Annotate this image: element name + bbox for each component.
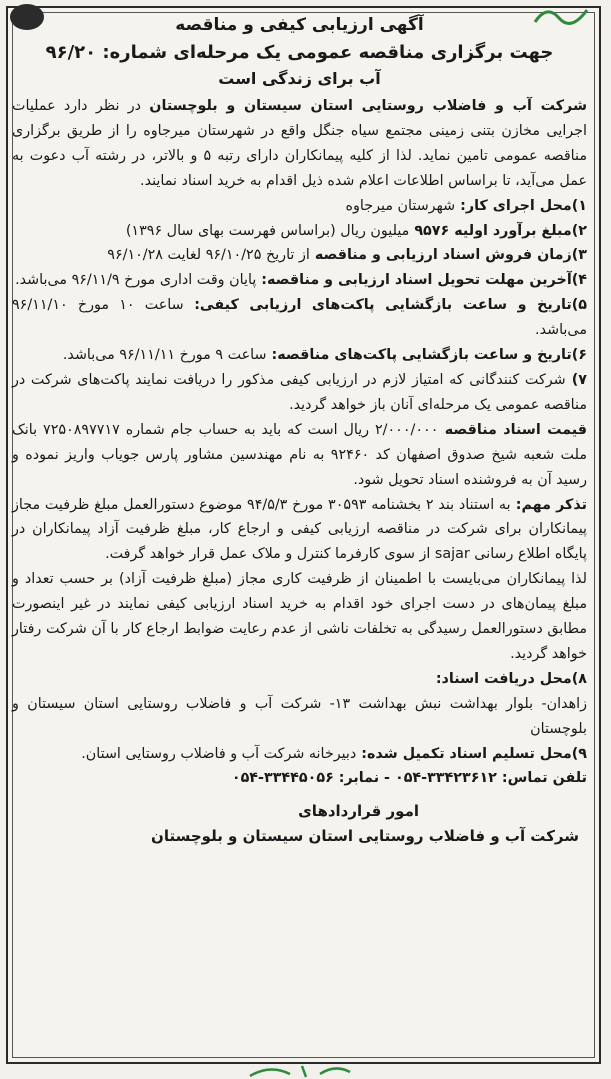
item-label: ۷) [565, 371, 588, 388]
notice-header [12, 12, 587, 92]
important-note [12, 493, 587, 568]
item-text: شرکت کنندگانی که امتیاز لازم در ارزیابی کیفی مذکور را دریافت نمایند پاکت‌های شرکت در مناقصه عمومی یک مرحله‌ای آنان باز خواهد گردید. [12, 371, 587, 413]
item-text: شهرستان میرجاوه [345, 197, 456, 214]
price-text: ۲/۰۰۰/۰۰۰ ریال است که باید به حساب جام شماره ۷۲۵۰۸۹۷۷۱۷ بانک ملت شعبه شیخ صدوق اصفهان کد ۹۲۴۶۰ به نام مهندسین مشاور پارس جویاب واریز نموده و رسید آن به فروشنده اسناد تحویل شود. [12, 421, 587, 488]
item-text: دبیرخانه شرکت آب و فاضلاب روستایی استان. [81, 745, 357, 762]
capacity-paragraph: لذا پیمانکاران می‌بایست با اطمینان از ظرفیت کاری مجاز (مبلغ ظرفیت آزاد) بر حسب تعداد و مبلغ پیمان‌های در دست اجرای خود اقدام به خرید اسناد ارزیابی کیفی نمایند در غیر اینصورت مطابق دستورالعمل رسیدگی به تخلفات ناشی از عدم رعایت ضوابط ارجاع کار با آن شرکت رفتار خواهد گردید. [12, 571, 587, 662]
item-text: از تاریخ ۹۶/۱۰/۲۵ لغایت ۹۶/۱۰/۲۸ [107, 247, 310, 264]
intro-text: در نظر دارد عملیات اجرایی مخازن بتنی زمینی مجتمع سیاه جنگل واقع در شهرستان میرجاوه را از طریق برگزاری مناقصه عمومی تامین نماید. لذا از کلیه پیمانکاران دارای رتبه ۵ و بالاتر، در رشته آب دعوت به عمل می‌آید، تا براساس اطلاعات اعلام شده ذیل اقدام به خرید اسناد نمایند. [12, 98, 587, 189]
note-text: به استناد بند ۲ بخشنامه ۳۰۵۹۳ مورخ ۹۴/۵/۳ موضوع دستورالعمل مبلغ ظرفیت مجاز پیمانکاران برای شرکت در مناقصه ارزیابی کیفی و ارجاع کار، مبلغ ظرفیت آزاد پیمانکاران در پایگاه اطلاع رسانی sajar از سوی کارفرما کنترل و ملاک عمل قرار خواهد گرفت. [12, 496, 587, 563]
document-price [12, 418, 587, 493]
tender-number-line: جهت برگزاری مناقصه عمومی یک مرحله‌ای شماره: ۹۶/۲۰ [45, 42, 554, 63]
item-8-address: زاهدان- بلوار بهداشت نبش بهداشت ۱۳- شرکت آب و فاضلاب روستایی استان سیستان و بلوچستان [12, 695, 587, 737]
item-3 [12, 243, 587, 268]
signature-line-2: شرکت آب و فاضلاب روستایی استان سیستان و بلوچستان [151, 827, 579, 846]
note-label: تذکر مهم: [510, 496, 587, 513]
item-text: ساعت ۹ مورخ ۹۶/۱۱/۱۱ می‌باشد. [62, 347, 267, 364]
price-label: قیمت اسناد مناقصه [438, 421, 588, 438]
item-label: ۶)تاریخ و ساعت بازگشایی پاکت‌های مناقصه: [266, 347, 587, 364]
item-text: پایان وقت اداری مورخ ۹۶/۱۱/۹ می‌باشد. [15, 272, 257, 289]
phone-text: تلفن تماس: ۳۳۴۲۳۶۱۲-۰۵۴ - نمابر: ۳۳۴۴۵۰۵۶-۰۵۴ [231, 770, 587, 787]
item-text: ساعت ۱۰ مورخ ۹۶/۱۱/۱۰ می‌باشد. [12, 297, 587, 339]
company-name: شرکت آب و فاضلاب روستایی استان سیستان و بلوچستان [149, 98, 588, 114]
item-label: ۲)مبلغ برآورد اولیه ۹۵۷۶ [409, 222, 587, 239]
notice-title: آگهی ارزیابی کیفی و مناقصه [175, 15, 424, 35]
item-label: ۳)زمان فروش اسناد ارزیابی و مناقصه [309, 247, 587, 264]
intro-paragraph [12, 94, 587, 194]
item-label: ۴)آخرین مهلت تحویل اسناد ارزیابی و مناقصه: [256, 272, 587, 289]
item-6 [12, 343, 587, 368]
notice-content [12, 12, 587, 849]
contact-phone [12, 766, 587, 791]
slogan: آب برای زندگی است [218, 69, 381, 88]
item-1 [12, 194, 587, 219]
item-7 [12, 368, 587, 418]
handwritten-bottom-mark [240, 1062, 360, 1079]
item-9 [12, 742, 587, 767]
signature-block [12, 799, 587, 849]
item-8 [12, 667, 587, 692]
item-label: ۱)محل اجرای کار: [455, 197, 587, 214]
item-label: ۵)تاریخ و ساعت بازگشایی پاکت‌های ارزیابی کیفی: [183, 297, 587, 314]
signature-line-1: امور قراردادهای [298, 802, 419, 821]
item-4 [12, 268, 587, 293]
item-5 [12, 293, 587, 343]
item-label: ۹)محل تسلیم اسناد تکمیل شده: [356, 745, 587, 762]
item-text: میلیون ریال (براساس فهرست بهای سال ۱۳۹۶) [125, 222, 410, 239]
item-2 [12, 219, 587, 244]
item-label: ۸)محل دریافت اسناد: [435, 670, 587, 687]
